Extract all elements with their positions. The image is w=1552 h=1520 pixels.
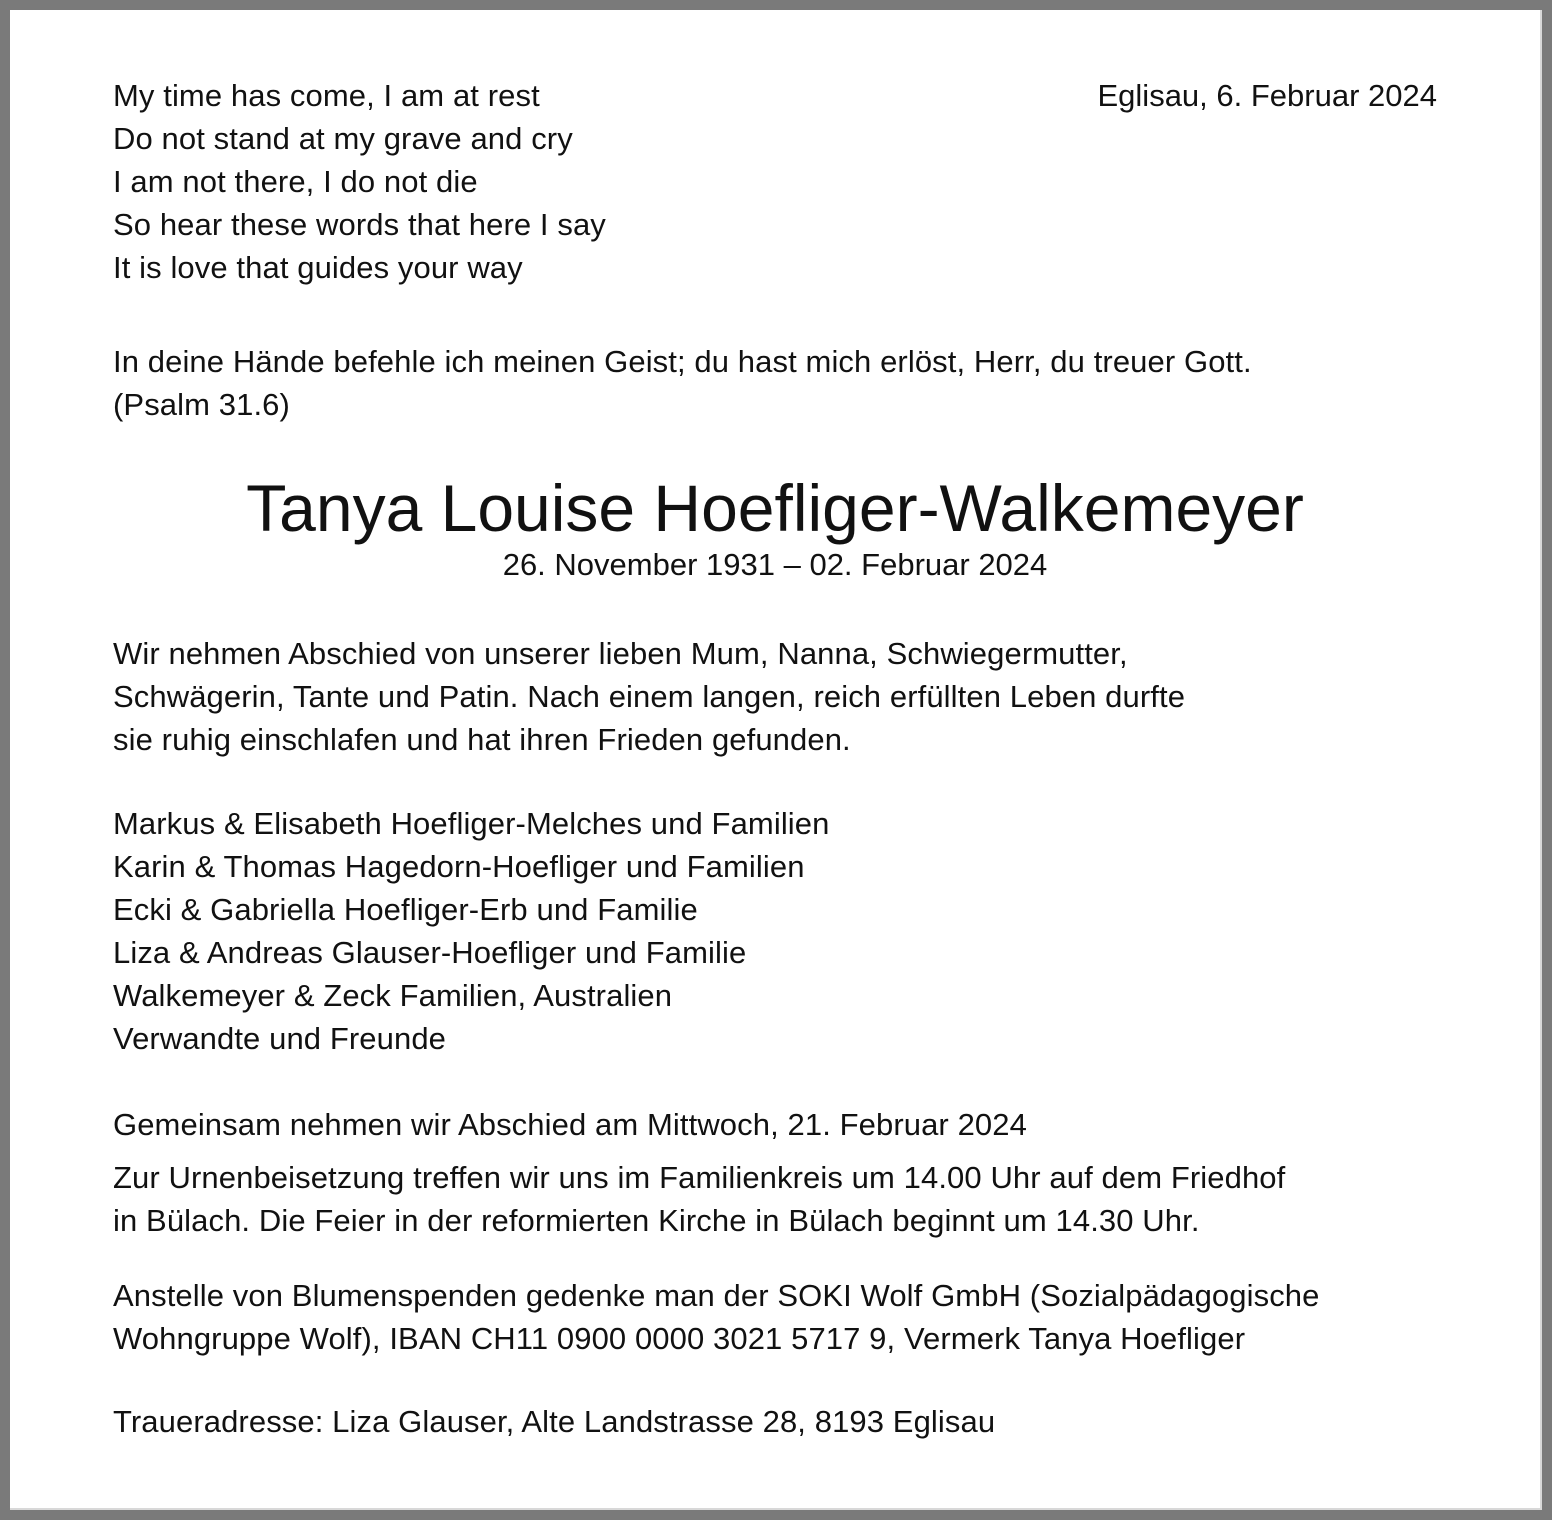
mourner-entry: Markus & Elisabeth Hoefliger-Melches und Familien: [113, 806, 830, 841]
deceased-header: [10, 468, 1540, 582]
poem-line: I am not there, I do not die: [113, 164, 478, 199]
service-title: Gemeinsam nehmen wir Abschied am Mittwoch, 21. Februar 2024: [113, 1107, 1027, 1142]
mourners-list: [113, 802, 829, 1060]
life-dates: 26. November 1931 – 02. Februar 2024: [502, 547, 1048, 582]
place-date: Eglisau, 6. Februar 2024: [1097, 78, 1437, 113]
donation-line: Anstelle von Blumenspenden gedenke man der SOKI Wolf GmbH (Sozialpädagogische: [113, 1278, 1320, 1313]
poem-line: Do not stand at my grave and cry: [113, 121, 573, 156]
service-line: Zur Urnenbeisetzung treffen wir uns im Familienkreis um 14.00 Uhr auf dem Friedhof: [113, 1160, 1286, 1195]
psalm-text: In deine Hände befehle ich meinen Geist; du hast mich erlöst, Herr, du treuer Gott.: [113, 344, 1252, 379]
mourner-entry: Liza & Andreas Glauser-Hoefliger und Familie: [113, 935, 747, 970]
mourner-entry: Verwandte und Freunde: [113, 1021, 447, 1056]
psalm-quote: [113, 340, 1252, 426]
address-line: Traueradresse: Liza Glauser, Alte Landstrasse 28, 8193 Eglisau: [113, 1404, 996, 1439]
service-details: [113, 1156, 1285, 1242]
mourner-entry: Karin & Thomas Hagedorn-Hoefliger und Familien: [113, 849, 805, 884]
farewell-line: sie ruhig einschlafen und hat ihren Frieden gefunden.: [113, 722, 851, 757]
donation-line: Wohngruppe Wolf), IBAN CH11 0900 0000 3021 5717 9, Vermerk Tanya Hoefliger: [113, 1321, 1246, 1356]
poem-line: My time has come, I am at rest: [113, 78, 540, 113]
service-line: in Bülach. Die Feier in der reformierten Kirche in Bülach beginnt um 14.30 Uhr.: [113, 1203, 1200, 1238]
mourning-address: [113, 1400, 995, 1443]
poem-line: It is love that guides your way: [113, 250, 523, 285]
obituary-page: [10, 10, 1542, 1510]
farewell-line: Wir nehmen Abschied von unserer lieben Mum, Nanna, Schwiegermutter,: [113, 636, 1128, 671]
farewell-line: Schwägerin, Tante und Patin. Nach einem langen, reich erfüllten Leben durfte: [113, 679, 1186, 714]
service-announcement: [113, 1103, 1027, 1146]
poem-line: So hear these words that here I say: [113, 207, 606, 242]
deceased-name: Tanya Louise Hoefliger-Walkemeyer: [246, 471, 1304, 545]
farewell-text: [113, 632, 1185, 761]
mourner-entry: Walkemeyer & Zeck Familien, Australien: [113, 978, 673, 1013]
poem: [113, 74, 606, 289]
donation-notice: [113, 1274, 1319, 1360]
mourner-entry: Ecki & Gabriella Hoefliger-Erb und Familie: [113, 892, 698, 927]
psalm-reference: (Psalm 31.6): [113, 387, 290, 422]
